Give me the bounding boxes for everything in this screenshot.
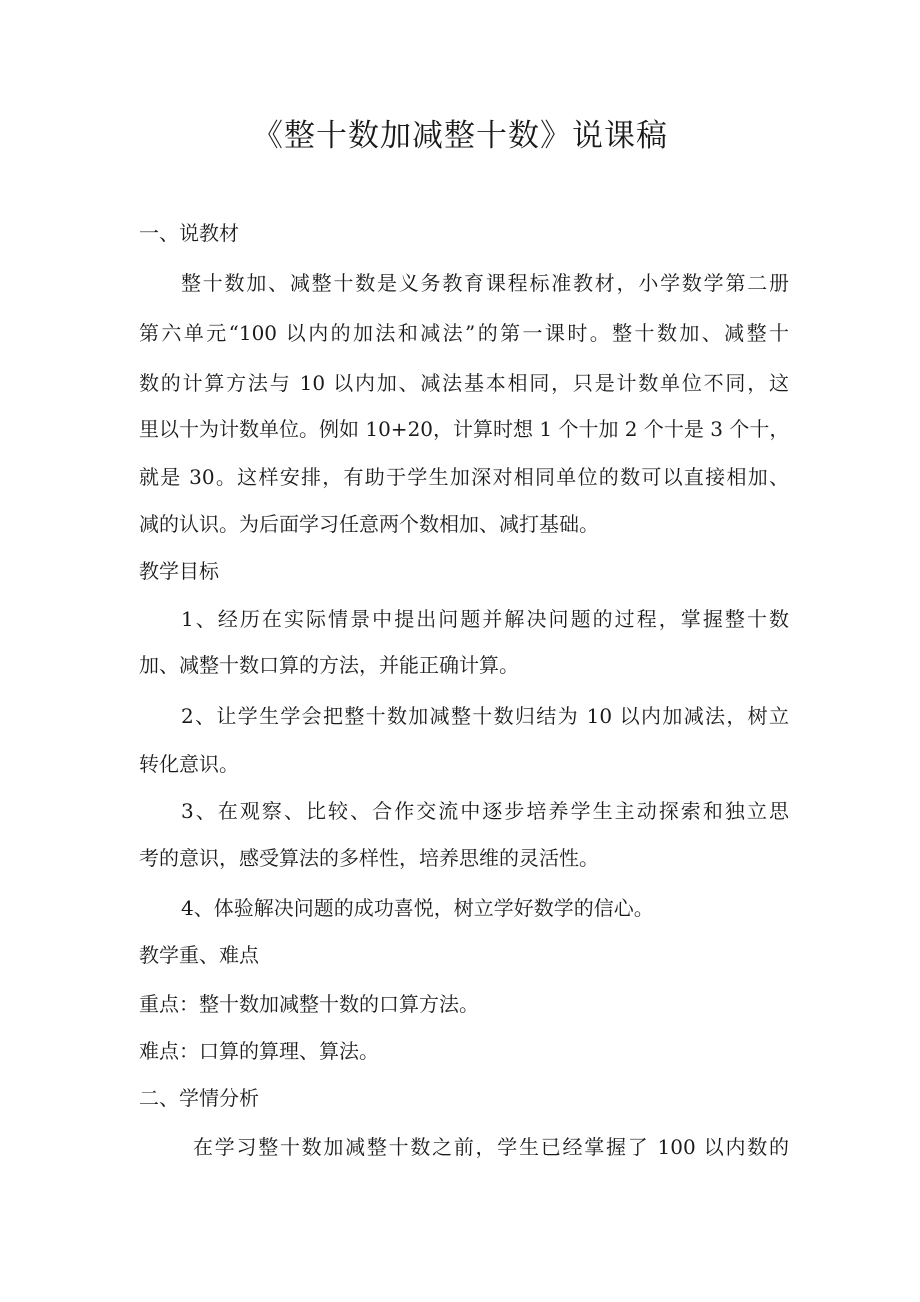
paragraph-line: 数的计算方法与 10 以内加、减法基本相同，只是计数单位不同，这: [139, 371, 789, 395]
section-heading-textbook: 一、说教材: [139, 221, 239, 245]
key-point-line: 重点：整十数加减整十数的口算方法。: [139, 992, 479, 1016]
paragraph-line: 整十数加、减整十数是义务教育课程标准教材，小学数学第二册: [181, 271, 789, 295]
section-heading-analysis: 二、学情分析: [139, 1086, 259, 1110]
paragraph-line: 减的认识。为后面学习任意两个数相加、减打基础。: [139, 512, 599, 536]
paragraph-line: 在学习整十数加减整十数之前，学生已经掌握了 100 以内数的: [193, 1135, 789, 1159]
objective-line: 考的意识，感受算法的多样性，培养思维的灵活性。: [139, 846, 599, 870]
difficulty-line: 难点：口算的算理、算法。: [139, 1039, 379, 1063]
document-title: 《整十数加减整十数》说课稿: [252, 118, 668, 154]
objective-line: 4、体验解决问题的成功喜悦，树立学好数学的信心。: [181, 896, 654, 920]
paragraph-line: 就是 30。这样安排，有助于学生加深对相同单位的数可以直接相加、: [139, 465, 789, 489]
paragraph-line: 第六单元“100 以内的加法和减法”的第一课时。整十数加、减整十: [139, 321, 789, 345]
section-heading-objectives: 教学目标: [139, 559, 219, 583]
objective-line: 1、经历在实际情景中提出问题并解决问题的过程，掌握整十数: [181, 607, 789, 631]
objective-line: 转化意识。: [139, 752, 239, 776]
objective-line: 加、减整十数口算的方法，并能正确计算。: [139, 653, 519, 677]
paragraph-line: 里以十为计数单位。例如 10+20，计算时想 1 个十加 2 个十是 3 个十，: [139, 417, 790, 441]
objective-line: 3、在观察、比较、合作交流中逐步培养学生主动探索和独立思: [181, 799, 789, 823]
objective-line: 2、让学生学会把整十数加减整十数归结为 10 以内加减法，树立: [181, 704, 789, 728]
section-heading-key-points: 教学重、难点: [139, 943, 259, 967]
